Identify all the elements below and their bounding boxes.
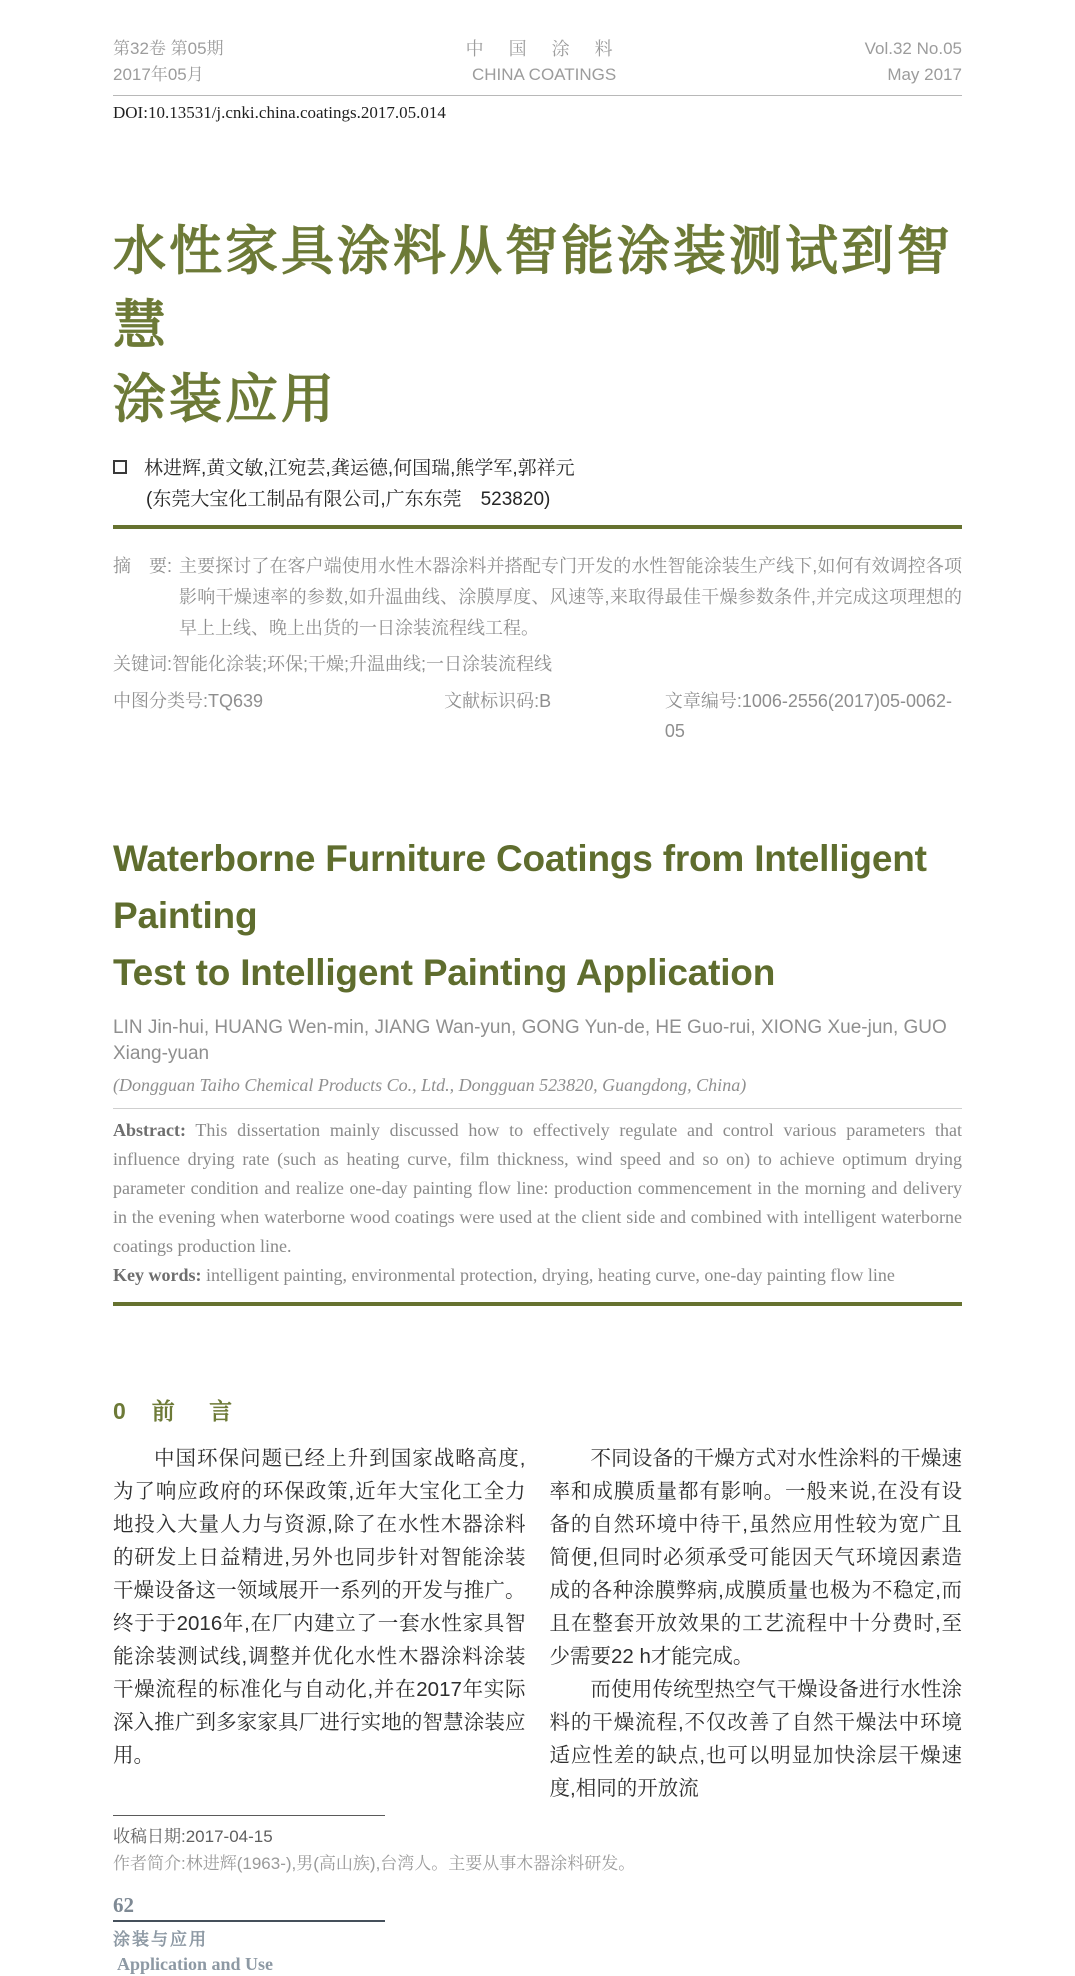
keywords-en-text: intelligent painting, environmental protection, drying, heating curve, one-day painting flow line	[201, 1265, 895, 1285]
body-column-right	[550, 1442, 963, 1805]
affiliation-en: (Dongguan Taiho Chemical Products Co., Ltd., Dongguan 523820, Guangdong, China)	[113, 1075, 747, 1095]
keywords-en	[113, 1261, 962, 1290]
body-columns	[113, 1442, 962, 1805]
section-heading	[113, 1396, 962, 1426]
affiliation-cn: (东莞大宝化工制品有限公司,广东东莞 523820)	[146, 489, 551, 510]
keywords-cn	[113, 649, 962, 679]
footer-column-cn: 涂装与应用	[113, 1930, 208, 1949]
abstract-en	[113, 1116, 962, 1261]
header-left	[113, 36, 224, 88]
header-center	[466, 36, 623, 88]
abstract-en-label: Abstract:	[113, 1120, 186, 1140]
abstract-cn-label: 摘 要:	[113, 556, 173, 576]
accent-rule-top	[113, 525, 962, 529]
accent-rule-bottom	[113, 1302, 962, 1306]
issue-cn: 第32卷 第05期	[113, 39, 224, 58]
footer-column-en: Application and Use	[117, 1954, 274, 1974]
journal-name-cn: 中 国 涂 料	[465, 39, 623, 59]
article-title-cn-line2: 涂装应用	[113, 370, 337, 429]
article-title-en	[113, 830, 962, 1001]
body-paragraph: 中国环保问题已经上升到国家战略高度,为了响应政府的环保政策,近年大宝化工全力地投入大量人力与资源,除了在水性木器涂料的研发上日益精进,另外也同步针对智能涂装干燥设备这一领域展开一系列的开发与推广。终于于2016年,在厂内建立了一套水性家具智能涂装测试线,调整并优化水性木器涂料涂装干燥流程的标准化与自动化,并在2017年实际深入推广到多家家具厂进行实地的智慧涂装应用。	[113, 1447, 526, 1767]
journal-name-en: CHINA COATINGS	[471, 65, 617, 84]
received-date: 收稿日期:2017-04-15	[113, 1827, 273, 1846]
authors-en: LIN Jin-hui, HUANG Wen-min, JIANG Wan-yun, GONG Yun-de, HE Guo-rui, XIONG Xue-jun, GUO Xiang-yuan	[113, 1017, 947, 1064]
date-en: May 2017	[887, 65, 962, 84]
header-right	[865, 36, 962, 88]
body-paragraph: 不同设备的干燥方式对水性涂料的干燥速率和成膜质量都有影响。一般来说,在没有设备的自然环境中待干,虽然应用性较为宽广且简便,但同时必须承受可能因天气环境因素造成的各种涂膜弊病,成膜质量也极为不稳定,而且在整套开放效果的工艺流程中十分费时,至少需要22 h才能完成。	[549, 1447, 962, 1668]
body-paragraph: 而使用传统型热空气干燥设备进行水性涂料的干燥流程,不仅改善了自然干燥法中环境适应性差的缺点,也可以明显加快涂层干燥速度,相同的开放流	[549, 1678, 962, 1800]
keywords-cn-text: 智能化涂装;环保;干燥;升温曲线;一日涂装流程线	[172, 654, 553, 674]
doi: DOI:10.13531/j.cnki.china.coatings.2017.05.014	[113, 103, 446, 122]
section-number: 0	[113, 1398, 126, 1424]
abstract-cn	[113, 551, 962, 644]
page-footer	[113, 1893, 962, 1976]
date-cn: 2017年05月	[113, 65, 204, 84]
keywords-en-label: Key words:	[113, 1265, 202, 1285]
document-code: 文献标识码:B	[444, 691, 552, 711]
body-column-left	[113, 1442, 526, 1805]
divider-thin	[113, 1108, 962, 1109]
volume-en: Vol.32 No.05	[864, 39, 962, 58]
article-title-cn	[113, 215, 962, 437]
article-title-en-line2: Test to Intelligent Painting Application	[113, 952, 776, 993]
section-title: 前 言	[151, 1398, 247, 1424]
journal-header	[113, 36, 962, 96]
page-number: 62	[113, 1893, 134, 1917]
article-id: 文章编号:1006-2556(2017)05-0062-05	[664, 691, 953, 741]
article-title-en-line1: Waterborne Furniture Coatings from Intelligent Painting	[113, 838, 927, 936]
footnote-rule	[113, 1815, 385, 1816]
footnote-block	[113, 1815, 962, 1877]
abstract-cn-text: 主要探讨了在客户端使用水性木器涂料并搭配专门开发的水性智能涂装生产线下,如何有效调控各项影响干燥速率的参数,如升温曲线、涂膜厚度、风速等,来取得最佳干燥参数条件,并完成这项理想的早上上线、晚上出货的一日涂装流程线工程。	[179, 556, 962, 638]
author-square-icon	[113, 460, 127, 474]
abstract-en-text: This dissertation mainly discussed how to effectively regulate and control various parameters that influence drying rate (such as heating curve, film thickness, wind speed and so on) to achieve optimum drying parameter condition and realize one-day painting flow line: production commencement in the morning and delivery in the evening when waterborne wood coatings were used at the client side and combined with intelligent waterborne coatings production line.	[113, 1120, 962, 1256]
keywords-cn-label: 关键词:	[113, 654, 173, 674]
footer-rule	[113, 1920, 385, 1922]
authors-cn-row	[113, 453, 962, 480]
classification-row	[113, 686, 962, 746]
clc-number: 中图分类号:TQ639	[113, 691, 264, 711]
authors-cn: 林进辉,黄文敏,江宛芸,龚运德,何国瑞,熊学军,郭祥元	[144, 458, 575, 479]
article-title-cn-line1: 水性家具涂料从智能涂装测试到智慧	[113, 222, 953, 355]
author-bio: 作者简介:林进辉(1963-),男(高山族),台湾人。主要从事木器涂料研发。	[113, 1854, 636, 1873]
